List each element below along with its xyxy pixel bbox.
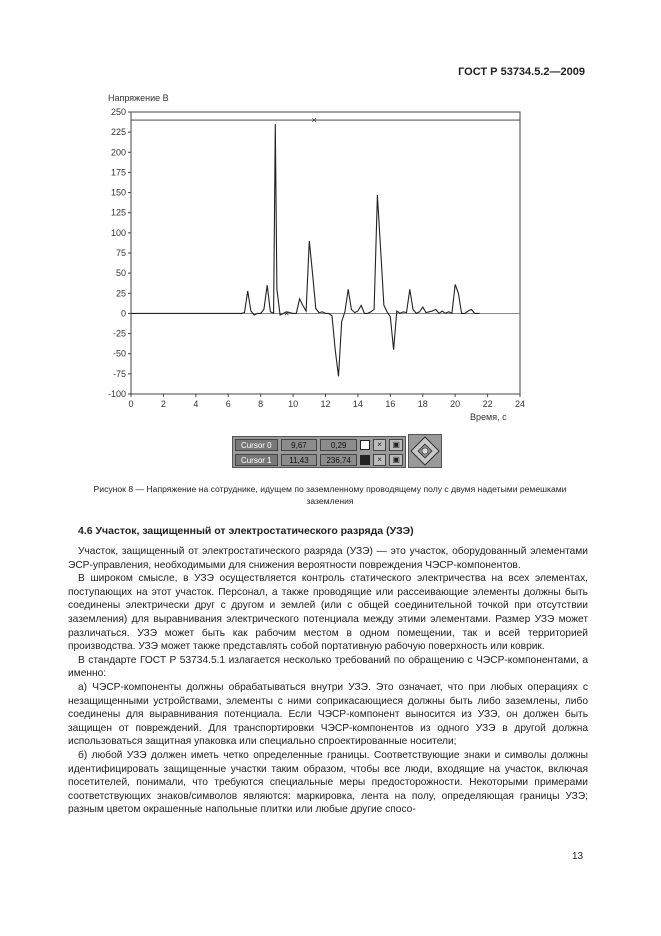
paragraph-4: а) ЧЭСР-компоненты должны обрабатываться внутри УЗЭ. Это означает, что при любых операциях с незащищенными устройствами, элементы с ними соприкасающиеся должны быть либо заземлены, либо соединены для выравнивания потенциала. Если ЧЭСР-компонент выносится из УЗЭ, он должен быть защищен от повреждений. Для транспортировки ЧЭСР-компонентов из одного УЗЭ в другой должна использоваться защитная упаковка или специально спроектированные носители; <box>68 681 588 748</box>
cursor-1-lock-icon[interactable]: ▣ <box>389 454 403 466</box>
x-tick-label: 6 <box>225 399 231 409</box>
x-tick-label: 14 <box>352 399 363 409</box>
cursor-marker: × <box>311 115 317 126</box>
paragraph-5: б) любой УЗЭ должен иметь четко определенные границы. Соответствующие знаки и символы должны идентифицировать защищенные участки таким образом, чтобы все люди, входящие на участок, включая посетителей, понимали, что требуются специальные меры предосторожности. Некоторыми примерами соответствующих знаков/символов являются: маркировка, лента на полу, определяющая границы УЗЭ; разным цветом окрашенные напольные плитки или любые другие спосо- <box>68 749 588 816</box>
cursor-0-cross-icon[interactable]: × <box>373 439 387 451</box>
cursor-0-lock-icon[interactable]: ▣ <box>389 439 403 451</box>
cursor-1-cross-icon[interactable]: × <box>373 454 387 466</box>
cursor-1-color-swatch[interactable] <box>360 455 370 465</box>
body-text <box>68 545 588 817</box>
x-tick-label: 20 <box>450 399 461 409</box>
x-tick-label: 2 <box>160 399 166 409</box>
cursor-panel <box>232 436 406 468</box>
y-tick-label: -75 <box>112 368 126 379</box>
x-tick-label: 12 <box>320 399 331 409</box>
page-number: 13 <box>572 851 584 862</box>
paragraph-2: В широком смысле, в УЗЭ осуществляется контроль статического электричества на всех элементах, поступающих на этот участок. Персонал, а также проводящие или рассеивающие элементы должны быть соединены электрически друг с другом и землей (или с общей соединительной точкой при отсутствии заземления) для выравнивания электрического потенциала между этими элементами. Размер УЗЭ может различаться. УЗЭ может быть как рабочим местом в одном помещении, так и всей территорией производства. УЗЭ может также представлять собой портативную рабочую поверхность или коврик. <box>68 573 588 653</box>
y-tick-label: -25 <box>112 328 126 339</box>
chart-y-axis-label: Напряжение В <box>108 93 169 103</box>
x-tick-label: 18 <box>417 399 428 409</box>
y-axis-ticks <box>108 107 131 399</box>
voltage-chart <box>90 102 530 412</box>
cursor-0-x-value: 9,67 <box>281 439 318 451</box>
y-tick-label: 125 <box>110 207 126 218</box>
cursor-1-y-value: 236,74 <box>320 454 357 466</box>
figure-caption: Рисунок 8 — Напряжение на сотруднике, идущем по заземленному проводящему полу с двумя надетыми ремешками заземления <box>93 484 567 506</box>
y-tick-label: 200 <box>110 147 126 158</box>
y-tick-label: -50 <box>112 348 126 359</box>
x-tick-label: 4 <box>193 399 199 409</box>
x-tick-label: 8 <box>258 399 264 409</box>
cursor-move-pad-icon[interactable] <box>408 434 442 468</box>
paragraph-1: Участок, защищенный от электростатического разряда (УЗЭ) — это участок, оборудованный элементами ЭСР-управления, необходимыми для снижения вероятности повреждения ЧЭСР-компонентов. <box>68 546 588 571</box>
cursor-row-1 <box>235 453 403 467</box>
x-tick-label: 24 <box>514 399 526 409</box>
y-tick-label: 250 <box>110 107 126 117</box>
y-tick-label: 25 <box>115 288 126 299</box>
y-tick-label: -100 <box>107 389 126 399</box>
cursor-marker: × <box>283 308 290 319</box>
y-tick-label: 175 <box>110 167 126 178</box>
y-tick-label: 150 <box>110 187 126 198</box>
y-tick-label: 100 <box>110 227 126 238</box>
cursor-1-x-value: 11,43 <box>281 454 318 466</box>
plot-frame <box>131 112 520 394</box>
document-header: ГОСТ Р 53734.5.2—2009 <box>458 66 585 78</box>
cursor-0-color-swatch[interactable] <box>360 440 370 450</box>
cursor-1-name[interactable]: Cursor 1 <box>235 454 278 466</box>
chart-x-axis-label: Время, с <box>470 412 507 422</box>
x-axis-ticks <box>128 394 525 409</box>
cursor-0-y-value: 0,29 <box>320 439 357 451</box>
y-tick-label: 75 <box>115 248 126 258</box>
cursor-row-0 <box>235 438 403 452</box>
x-tick-label: 0 <box>128 399 134 409</box>
cursor-0-name[interactable]: Cursor 0 <box>235 439 278 451</box>
paragraph-3: В стандарте ГОСТ Р 53734.5.1 излагается несколько требований по обращению с ЧЭСР-компонентами, а именно: <box>68 654 588 680</box>
x-tick-label: 16 <box>385 399 396 409</box>
x-tick-label: 10 <box>288 399 299 409</box>
x-tick-label: 22 <box>482 399 493 409</box>
section-title: 4.6 Участок, защищенный от электростатического разряда (УЗЭ) <box>78 525 414 537</box>
y-tick-label: 225 <box>110 127 126 138</box>
y-tick-label: 50 <box>115 268 126 279</box>
y-tick-label: 0 <box>120 308 126 319</box>
